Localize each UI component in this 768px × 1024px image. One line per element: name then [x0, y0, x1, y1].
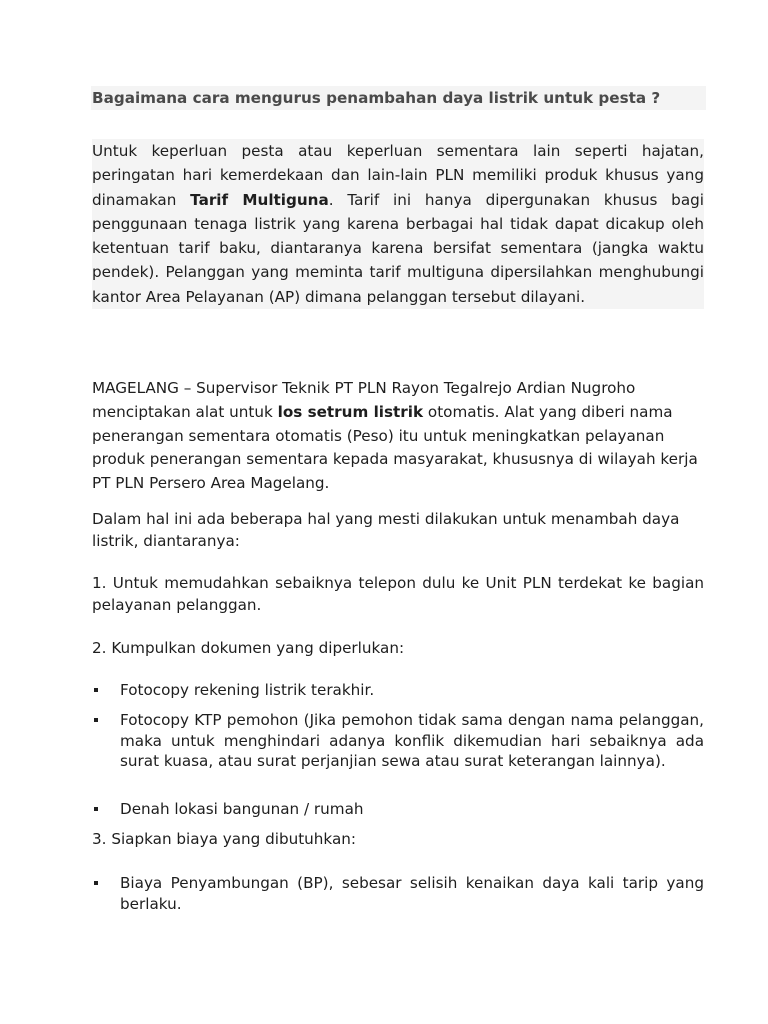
list-item-text: Fotocopy rekening listrik terakhir. — [120, 681, 375, 699]
bullet-marker — [94, 688, 98, 692]
bullet-marker — [94, 718, 98, 722]
list-item — [92, 873, 704, 914]
list-item-text: Fotocopy KTP pemohon (Jika pemohon tidak sama dengan nama pelanggan, maka untuk menghindari adanya konflik dikemudian hari sebaiknya ada surat kuasa, atau surat perjanjian sewa atau surat keterangan lainnya). — [120, 711, 704, 770]
answer-text-start: Untuk keperluan pesta atau keperluan sementara lain seperti hajatan, peringatan hari kemerdekaan dan lain-lain PLN memiliki produk khusus yang dinamakan — [92, 142, 704, 209]
news-bold-term: los setrum listrik — [277, 402, 424, 421]
step-2-title: 2. Kumpulkan dokumen yang diperlukan: — [92, 639, 405, 657]
answer-text-end: . Tarif ini hanya dipergunakan khusus bagi penggunaan tenaga listrik yang karena berbagai hal tidak dapat dicakup oleh ketentuan tarif baku, diantaranya karena bersifat sementara (jangka waktu pendek). Pelanggan yang meminta tarif multiguna dipersilahkan menghubungi kantor Area Pelayanan (AP) dimana pelanggan tersebut dilayani. — [92, 190, 704, 306]
question-heading: Bagaimana cara mengurus penambahan daya listrik untuk pesta ? — [91, 86, 706, 110]
bullet-marker — [94, 807, 98, 811]
news-text-start: MAGELANG – Supervisor Teknik PT PLN Rayon Tegalrejo Ardian Nugroho menciptakan alat untuk — [92, 379, 636, 421]
list-item-text: Biaya Penyambungan (BP), sebesar selisih kenaikan daya kali tarip yang berlaku. — [120, 874, 704, 913]
list-item-text: Denah lokasi bangunan / rumah — [120, 800, 364, 818]
list-item — [92, 710, 704, 772]
bullet-marker — [94, 881, 98, 885]
answer-paragraph — [92, 139, 704, 309]
list-item — [92, 680, 704, 701]
list-item — [92, 799, 704, 820]
news-text-end: otomatis. Alat yang diberi nama penerangan sementara otomatis (Peso) itu untuk meningkatkan pelayanan produk penerangan sementara kepada masyarakat, khususnya di wilayah kerja PT PLN Persero Area Magelang. — [92, 402, 698, 493]
step-3-title: 3. Siapkan biaya yang dibutuhkan: — [92, 830, 357, 848]
step-1-paragraph: 1. Untuk memudahkan sebaiknya telepon dulu ke Unit PLN terdekat ke bagian pelayanan pelanggan. — [92, 574, 704, 614]
answer-bold-term: Tarif Multiguna — [190, 190, 329, 209]
news-paragraph — [92, 377, 704, 496]
intro-paragraph: Dalam hal ini ada beberapa hal yang mesti dilakukan untuk menambah daya listrik, diantaranya: — [92, 510, 680, 550]
